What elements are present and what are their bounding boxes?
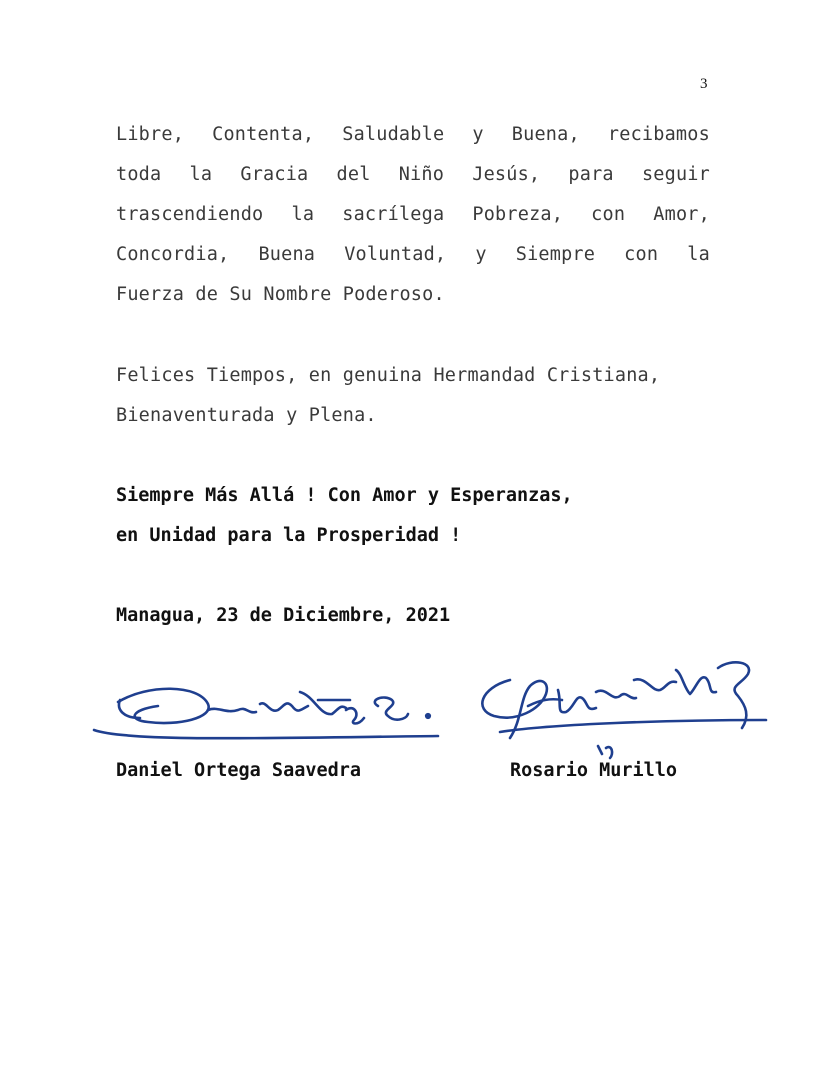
word: Contenta, — [212, 124, 315, 145]
signature-right — [470, 650, 770, 762]
signatory-left-name: Daniel Ortega Saavedra — [116, 760, 362, 781]
word: Saludable — [342, 124, 445, 145]
word: para — [568, 164, 614, 185]
paragraph-2 — [116, 356, 710, 436]
word: con — [591, 204, 626, 225]
closing-line-1: Siempre Más Allá ! Con Amor y Esperanzas, — [116, 485, 573, 506]
word: con — [624, 244, 659, 265]
signatory-right-name: Rosario Murillo — [510, 760, 678, 781]
paragraph-1 — [116, 115, 710, 315]
word: sacrílega — [342, 204, 445, 225]
paragraph-1-line-1 — [116, 115, 710, 155]
paragraph-2-line-1: Felices Tiempos, en genuina Hermandad Cristiana, — [116, 365, 661, 386]
signature-left — [88, 670, 448, 750]
word: Libre, — [116, 124, 185, 145]
paragraph-1-line-2 — [116, 155, 710, 195]
page-number: 3 — [700, 76, 708, 92]
word: del — [336, 164, 371, 185]
paragraph-1-line-4 — [116, 235, 710, 275]
word: y — [472, 124, 484, 145]
paragraph-2-line-2: Bienaventurada y Plena. — [116, 405, 377, 426]
word: y — [475, 244, 487, 265]
word: trascendiendo — [116, 204, 264, 225]
closing-line-2: en Unidad para la Prosperidad ! — [116, 525, 462, 546]
word: Buena — [258, 244, 316, 265]
word: la — [687, 244, 710, 265]
word: Voluntad, — [344, 244, 447, 265]
place-date: Managua, 23 de Diciembre, 2021 — [116, 605, 451, 626]
paragraph-1-line-3 — [116, 195, 710, 235]
word: Jesús, — [472, 164, 541, 185]
word: Niño — [398, 164, 445, 185]
word: la — [189, 164, 213, 185]
word: seguir — [641, 164, 710, 185]
word: Siempre — [515, 244, 596, 265]
paragraph-1-line-5: Fuerza de Su Nombre Poderoso. — [116, 284, 445, 305]
word: Pobreza, — [472, 204, 564, 225]
word: Concordia, — [116, 244, 230, 265]
word: Buena, — [511, 124, 580, 145]
word: la — [291, 204, 315, 225]
word: recibamos — [607, 124, 710, 145]
word: Amor, — [653, 204, 710, 225]
word: Gracia — [240, 164, 309, 185]
closing-statement — [116, 476, 710, 556]
word: toda — [116, 164, 162, 185]
